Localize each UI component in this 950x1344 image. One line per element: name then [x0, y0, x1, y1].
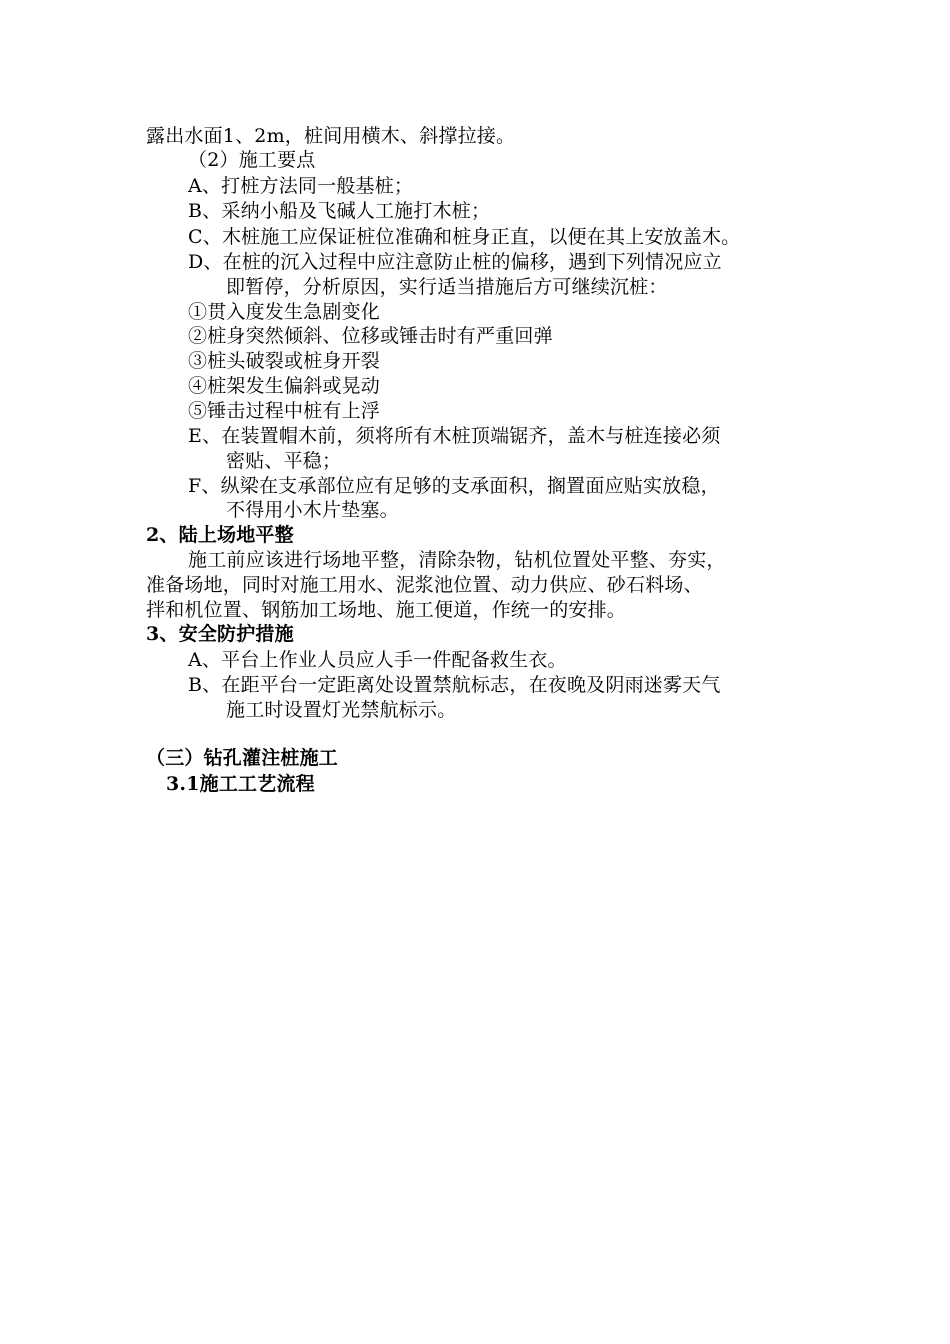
item-d-continued: 即暂停，分析原因，实行适当措施后方可继续沉桩： [226, 276, 668, 298]
chapter-heading: （三）钻孔灌注桩施工 [146, 747, 339, 769]
sub-item-2: ②桩身突然倾斜、位移或锤击时有严重回弹 [188, 325, 553, 347]
item-e: E、在装置帽木前，须将所有木桩顶端锯齐，盖木与桩连接必须 [188, 425, 721, 447]
item-b: B、采纳小船及飞碱人工施打木桩； [188, 200, 491, 222]
safety-item-a: A、平台上作业人员应人手一件配备救生衣。 [188, 649, 567, 671]
item-a: A、打桩方法同一般基桩； [188, 175, 414, 197]
item-e-continued: 密贴、平稳； [226, 450, 342, 472]
paragraph-line-3: 拌和机位置、钢筋加工场地、施工便道，作统一的安排。 [146, 599, 627, 621]
sub-item-1: ①贯入度发生急剧变化 [188, 301, 381, 323]
paragraph-line-1: 施工前应该进行场地平整，清除杂物，钻机位置处平整、夯实， [188, 549, 726, 571]
item-f: F、纵梁在支承部位应有足够的支承面积，搁置面应贴实放稳， [188, 475, 720, 497]
subheading-construction-points: （2）施工要点 [188, 149, 316, 171]
sub-item-3: ③桩头破裂或桩身开裂 [188, 350, 381, 372]
safety-item-b-continued: 施工时设置灯光禁航标示。 [226, 699, 457, 721]
safety-item-b: B、在距平台一定距离处设置禁航标志，在夜晚及阴雨迷雾天气 [188, 674, 721, 696]
paragraph-line-2: 准备场地，同时对施工用水、泥浆池位置、动力供应、砂石料场、 [146, 574, 703, 596]
sub-item-4: ④桩架发生偏斜或晃动 [188, 375, 381, 397]
sub-item-5: ⑤锤击过程中桩有上浮 [188, 400, 381, 422]
text-line-1: 露出水面1、2m，桩间用横木、斜撑拉接。 [146, 125, 516, 147]
item-d: D、在桩的沉入过程中应注意防止桩的偏移，遇到下列情况应立 [188, 251, 722, 273]
item-f-continued: 不得用小木片垫塞。 [226, 499, 399, 521]
item-c: C、木桩施工应保证桩位准确和桩身正直，以便在其上安放盖木。 [188, 226, 741, 248]
section-heading-3: 3、安全防护措施 [146, 623, 294, 645]
section-heading-2: 2、陆上场地平整 [146, 524, 294, 546]
subsection-heading-3-1: 3.1施工工艺流程 [166, 773, 315, 795]
